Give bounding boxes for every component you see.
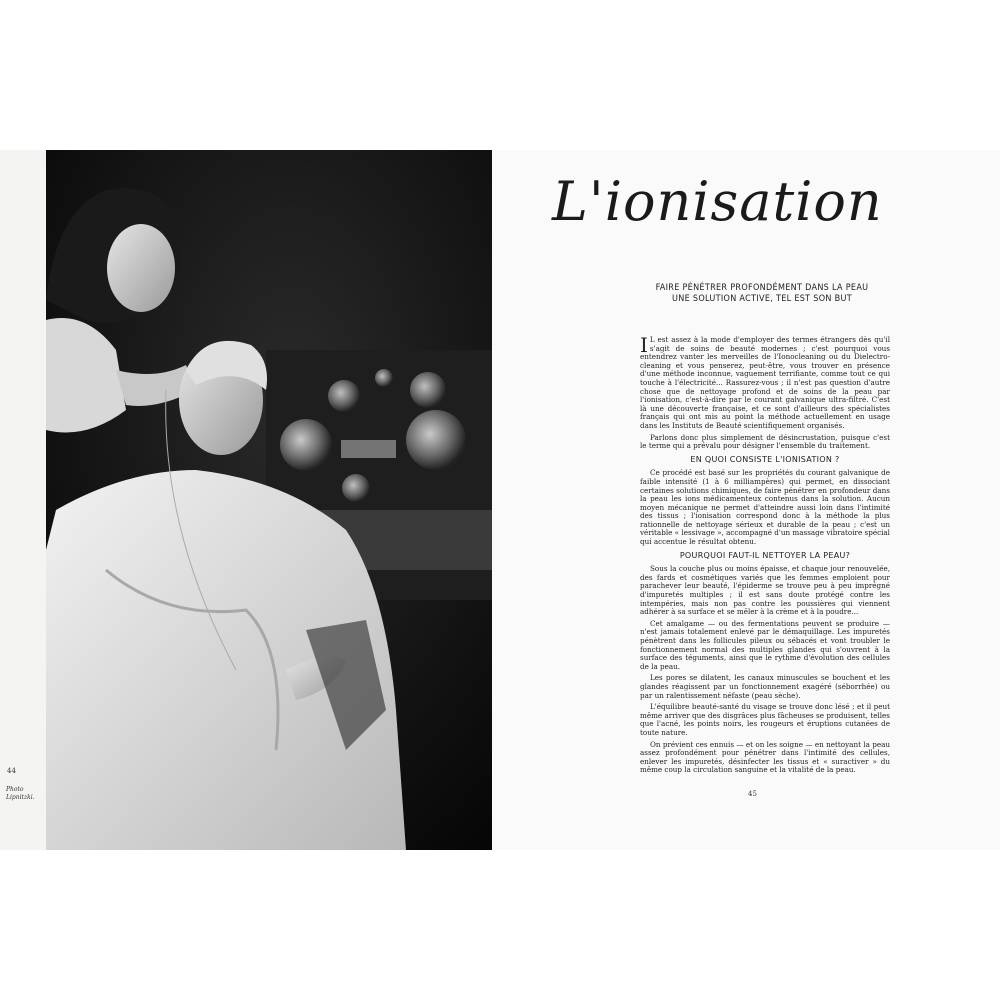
section-heading-2: POURQUOI FAUT-IL NETTOYER LA PEAU? xyxy=(679,550,851,560)
beauty-treatment-photo xyxy=(46,150,492,850)
intro-text-1: L est assez à la mode d'employer des termes étrangers dès qu'il s'agit de soins de beauté modernes ; c'est pourquoi vous entendrez vanter les merveilles de l'Ionocleaning ou du Dielectro-cleaning et vous penserez, peut-être, vous trouver en présence d'une méthode inconnue, vaguement terrifiante, comme tout ce qui touche à l'électricité... Rassurez-vous ; il n'est pas question d'autre chose que de nettoyage profond et de soins de la peau par l'ionisation, c'est-à-dire par le courant galvanique ultra-filtré. C'est là une découverte française, et ce sont d'ailleurs des spécialistes français qui ont mis au point la méthode actuellement en usage dans les Instituts de Beauté scientifiquement organisés. xyxy=(640,335,890,430)
article-title: L'ionisation xyxy=(552,170,883,233)
right-page xyxy=(492,150,1000,850)
section2-paragraph-2: Cet amalgame — ou des fermentations peuvent se produire — n'est jamais totalement enlevé par le démaquillage. Les impuretés pénètrent dans les follicules pileux ou sébacés et vont troubler le fonctionnement normal des multiples glandes qui s'ouvrent à la surface des téguments, ainsi que le rythme d'évolution des cellules de la peau. xyxy=(640,618,890,671)
intro-paragraph-1 xyxy=(640,333,890,431)
drop-cap: I xyxy=(640,333,648,357)
section2-paragraph-4: L'équilibre beauté-santé du visage se trouve donc lésé ; et il peut même arriver que des disgrâces plus fâcheuses se produisent, telles que l'acné, les points noirs, les rougeurs et éruptions cutanées de toute nature. xyxy=(640,702,890,737)
photo-credit: Photo Lipnitzki. xyxy=(6,786,35,801)
section2-paragraph-5: On prévient ces ennuis — et on les soigne — en nettoyant la peau assez profondément pour pénétrer dans l'intimité des cellules, enlever les impuretés, désinfecter les tissus et « suractiver » du même coup la circulation sanguine et la vitalité de la peau. xyxy=(640,739,890,775)
section2-paragraph-1: Sous la couche plus ou moins épaisse, et chaque jour renouvelée, des fards et cosmétiques variés que les femmes emploient pour parachever leur beauté, l'épiderme se trouve peu à peu imprégné d'impuretés multiples ; il est sans doute protégé contre les intempéries, mais non pas contre les poussières qui viennent adhérer à sa surface et se mêler à la crème et à la poudre... xyxy=(640,564,890,617)
section-heading-1: EN QUOI CONSISTE L'IONISATION ? xyxy=(690,454,840,464)
magazine-spread xyxy=(0,150,1000,850)
subtitle-line-1: FAIRE PÉNÉTRER PROFONDÉMENT DANS LA PEAU xyxy=(655,283,869,293)
article-subtitle xyxy=(642,283,882,305)
section1-paragraph-1: Ce procédé est basé sur les propriétés du courant galvanique de faible intensité (1 à 6 milliampères) qui permet, en dissociant certaines solutions chimiques, de faire pénétrer en profondeur dans la peau les ions médicamenteux contenus dans la solution. Aucun moyen mécanique ne permet d'atteindre aussi loin dans l'intimité des tissus ; l'ionisation correspond donc à la méthode la plus rationnelle de nettoyage sérieux et durable de la peau ; c'est un véritable « lessivage », accompagné d'un massage vibratoire spécial qui accentue le résultat obtenu. xyxy=(640,468,890,547)
intro-paragraph-2: Parlons donc plus simplement de désincrustation, puisque c'est le terme qui a prévalu pour désigner l'ensemble du traitement. xyxy=(640,432,890,451)
section2-paragraph-3: Les pores se dilatent, les canaux minuscules se bouchent et les glandes réagissent par un fonctionnement exagéré (séborrhée) ou par un ralentissement néfaste (peau sèche). xyxy=(640,673,890,700)
article-body xyxy=(640,333,890,778)
left-page-margin xyxy=(0,150,46,850)
subtitle-line-2: UNE SOLUTION ACTIVE, TEL EST SON BUT xyxy=(672,294,852,304)
page-number-left: 44 xyxy=(7,767,16,775)
page-number-right: 45 xyxy=(748,790,757,798)
